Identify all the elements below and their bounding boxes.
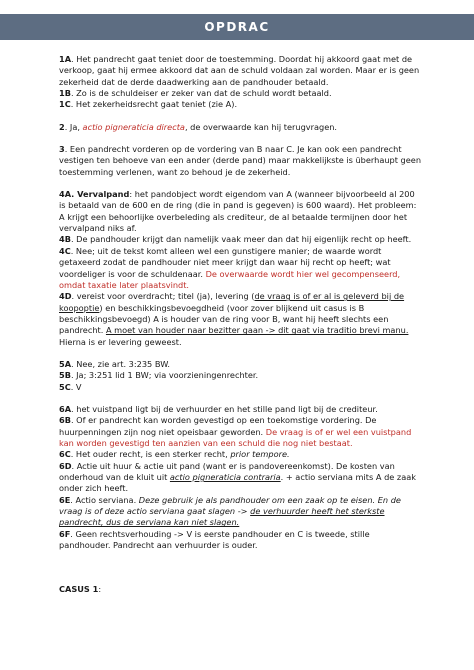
answer-text: . Zo is de schuldeiser er zeker van dat de schuld wordt betaald.	[70, 88, 332, 99]
case-colon: :	[98, 584, 102, 595]
answer-4b	[59, 234, 421, 245]
answer-red-note: De vraag is of er wel een vuistpand kan worden gevestigd ten aanzien van een schuld die nog niet bestaat.	[59, 426, 412, 448]
answer-text: . Actio serviana.	[70, 494, 139, 505]
answer-text: . Nee, zie art. 3:235 BW.	[71, 358, 170, 369]
spacer	[59, 348, 421, 359]
answer-label: 1B	[59, 88, 71, 99]
answer-label: 5C	[59, 381, 71, 392]
answer-6a	[59, 404, 421, 415]
answer-label: 6B	[59, 415, 71, 426]
answer-text: . Een pandrecht vorderen op de vordering van B naar C. Je kan ook een pandrecht vestigen ten behoeve van een ander (derde pand) maar makkelijkste is überhaupt geen toestemming verlenen, want zo behoud je de zekerheid.	[59, 144, 422, 177]
answer-text: Hierna is er levering geweest.	[59, 336, 182, 347]
answer-label: 5B	[59, 370, 71, 381]
answer-label: 6A	[59, 403, 72, 414]
answer-5a	[59, 359, 421, 370]
answer-text: . Het ouder recht, is een sterker recht,	[70, 449, 231, 460]
spacer	[59, 551, 421, 562]
answer-underlined: de verhuurder heeft het sterkste pandrecht, dus de serviana kan niet slagen.	[59, 506, 385, 528]
answer-text: : het pandobject wordt eigendom van A (wanneer bijvoorbeeld al 200 is betaald van de 600 en de ring (die in pand is gegeven) is 600 waard). Het probleem: A krijgt een behoorlijke overbeleding als crediteur, de al betaalde termijnen door het vervalpand niks af.	[59, 189, 417, 234]
spacer	[59, 573, 421, 584]
answer-text: . Ja; 3:251 lid 1 BW; via voorzieningenrechter.	[70, 370, 259, 381]
answer-text: . vereist voor overdracht; titel (ja), levering (	[71, 291, 255, 302]
answer-label: 4B	[59, 234, 71, 245]
answer-label: 6C	[59, 449, 71, 460]
answer-text: . Of er pandrecht kan worden gevestigd op een toekomstige vordering. De huurpenningen zijn nog niet opeisbaar geworden.	[59, 415, 377, 437]
answer-text: ) en beschikkingsbevoegdheid (voor zover blijkend uit casus is B beschikkingsbevoegd) A is houder van de ring voor B, want hij heeft slechts een pandrecht.	[59, 302, 389, 336]
answer-6d	[59, 461, 421, 495]
answer-label: 4D	[59, 291, 72, 302]
answer-underlined: de vraag is of er al is geleverd bij de koopoptie	[59, 291, 405, 313]
spacer	[59, 111, 421, 122]
answer-text: . Geen rechtsverhouding -> V is eerste pandhouder en C is tweede, stille pandhouder. Pandrecht aan verhuurder is ouder.	[59, 528, 370, 551]
answer-label: 3	[59, 144, 65, 155]
answer-5c	[59, 382, 421, 393]
answer-6f	[59, 529, 421, 552]
answer-red-term: actio pigneraticia directa	[82, 121, 185, 132]
answer-6c	[59, 449, 421, 460]
answer-4c	[59, 246, 421, 291]
answer-italic: Deze gebruik je als pandhouder om een zaak op te eisen. En de vraag is of deze actio serviana gaat slagen ->	[59, 494, 401, 517]
answer-5b	[59, 370, 421, 381]
answer-text: . V	[70, 381, 82, 392]
answer-text: . Ja,	[64, 121, 83, 132]
answer-label: 1C	[59, 99, 71, 110]
answer-label: 1A	[59, 54, 72, 64]
spacer	[59, 133, 421, 144]
spacer	[59, 178, 421, 189]
answer-3	[59, 144, 421, 178]
answer-underlined: actio pigneraticia contraria	[169, 472, 281, 482]
answer-text: . Het zekerheidsrecht gaat teniet (zie A).	[70, 99, 238, 110]
answer-text: . Nee; uit de tekst komt alleen wel een gunstigere manier; de waarde wordt getaxeerd zodat de pandhouder niet meer krijgt dan waar hij recht op heeft; wat voordeliger is voor de schuldenaar.	[59, 245, 391, 279]
answer-underlined: A moet van houder naar bezitter gaan -> dit gaat via traditio brevi manu.	[105, 325, 409, 336]
answer-text: . het vuistpand ligt bij de verhuurder en het stille pand ligt bij de crediteur.	[71, 403, 378, 414]
answer-2	[59, 122, 421, 133]
answer-4a	[59, 189, 421, 234]
answer-6e	[59, 495, 421, 529]
answer-text: . + actio serviana mits A de zaak onder zich heeft.	[59, 472, 416, 494]
case-title: CASUS 1	[59, 584, 99, 595]
answer-1b	[59, 88, 421, 99]
answer-label: 4C	[59, 245, 71, 256]
answer-label: 6E	[59, 494, 71, 505]
answer-text: . Het pandrecht gaat teniet door de toestemming. Doordat hij akkoord gaat met de verkoop, gaat hij ermee akkoord dat aan de schuld voldaan zal worden. Maar er is geen zekerheid dat de derde daadwerking aan de pandhouder betaald.	[59, 54, 420, 87]
spacer	[59, 562, 421, 573]
answer-label: 5A	[59, 358, 72, 369]
answer-text: , de overwaarde kan hij terugvragen.	[184, 121, 338, 132]
answer-label: 2	[59, 121, 65, 132]
answer-label: 4A. Vervalpand	[59, 189, 130, 200]
document-title: OPDRAC	[204, 20, 270, 34]
answer-label: 6F	[59, 528, 71, 539]
answer-6b	[59, 415, 421, 449]
answer-4d	[59, 291, 421, 348]
document-body	[59, 54, 421, 596]
answer-text: . Actie uit huur & actie uit pand (want er is pandovereenkomst). De kosten van onderhoud van de kluit uit	[59, 460, 395, 482]
case-heading	[59, 584, 421, 595]
answer-1a	[59, 54, 421, 88]
answer-red-note: De overwaarde wordt hier wel gecompenseerd, omdat taxatie later plaatsvindt.	[59, 268, 401, 290]
document-header-bar	[0, 14, 474, 40]
spacer	[59, 393, 421, 404]
answer-text: . De pandhouder krijgt dan namelijk vaak meer dan dat hij eigenlijk recht op heeft.	[70, 234, 412, 245]
answer-1c	[59, 99, 421, 110]
answer-label: 6D	[59, 460, 72, 471]
answer-italic: prior tempore.	[230, 449, 290, 460]
